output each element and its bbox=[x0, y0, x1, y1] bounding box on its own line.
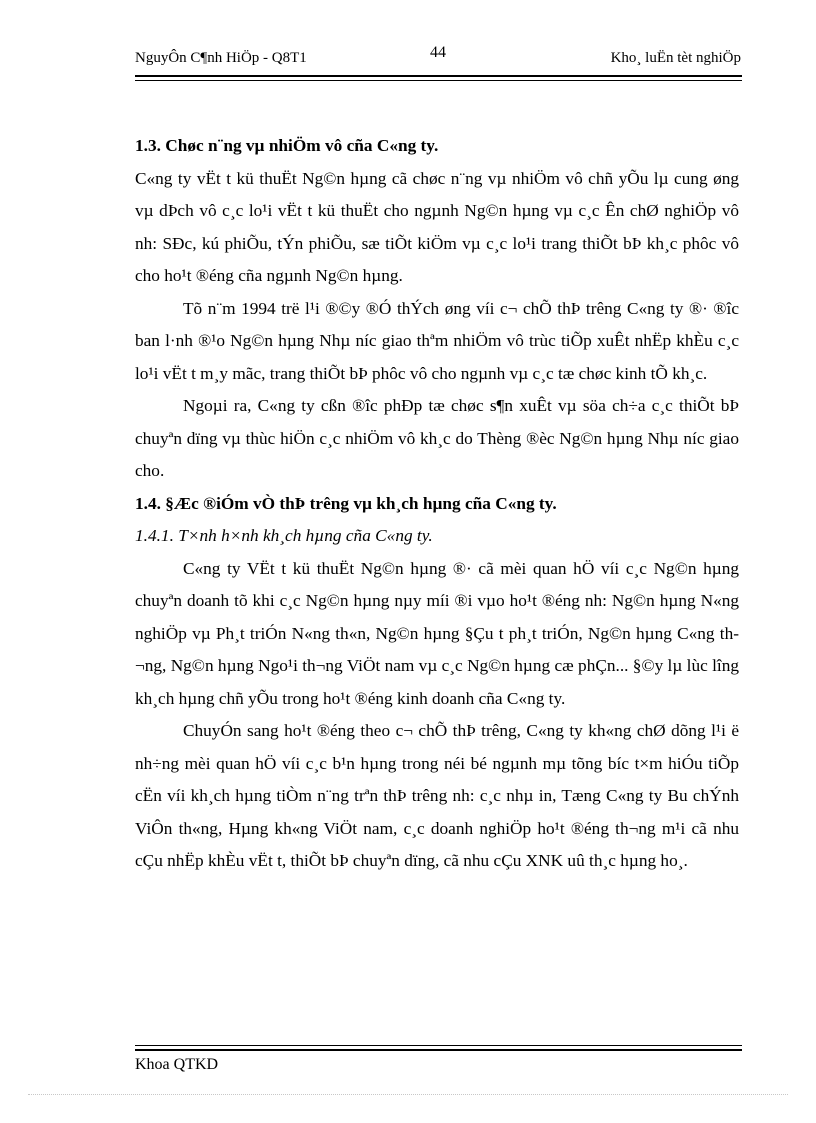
paragraph-3: Ngoµi ra, C«ng ty cßn ®îc phÐp tæ chøc s¶n xuÊt vµ söa ch÷a c¸c thiÕt bÞ chuyªn dïng vµ thùc hiÖn c¸c nhiÖm vô kh¸c do Thèng ®èc Ng©n hµng Nhµ níc giao cho. bbox=[135, 396, 739, 480]
paragraph-5: ChuyÓn sang ho¹t ®éng theo c¬ chÕ thÞ trêng, C«ng ty kh«ng chØ dõng l¹i ë nh÷ng mèi quan hÖ víi c¸c b¹n hµng trong néi bé ngµnh mµ tõng bíc t×m hiÓu tiÕp cËn víi kh¸ch hµng tiÒm n¨ng trªn thÞ trêng nh: c¸c nhµ in, Tæng C«ng ty Bu chÝnh ViÔn th«ng, Hµng kh«ng ViÖt nam, c¸c doanh nghiÖp ho¹t ®éng th¬ng m¹i cã nhu cÇu nhËp khÈu vËt t, thiÕt bÞ chuyªn dïng, cã nhu cÇu XNK uû th¸c hµng ho¸. bbox=[135, 721, 739, 870]
subsection-heading-1-4-1: 1.4.1. T×nh h×nh kh¸ch hµng cña C«ng ty. bbox=[135, 526, 433, 545]
footer-rule-thin bbox=[135, 1045, 742, 1046]
section-heading-1-3: 1.3. Chøc n¨ng vµ nhiÖm vô cña C«ng ty. bbox=[135, 136, 439, 155]
page-header bbox=[135, 44, 741, 74]
header-rule-thin bbox=[135, 80, 742, 81]
paragraph-2: Tõ n¨m 1994 trë l¹i ®©y ®Ó thÝch øng víi c¬ chÕ thÞ trêng C«ng ty ®· ®îc ban l·nh ®¹o Ng©n hµng Nhµ níc giao thªm nhiÖm vô trùc tiÕp xuÊt nhËp khÈu c¸c lo¹i vËt t m¸y mãc, trang thiÕt bÞ phôc vô cho ngµnh vµ c¸c tæ chøc kinh tÕ kh¸c. bbox=[135, 298, 739, 383]
section-heading-1-4: 1.4. §Æc ®iÓm vÒ thÞ trêng vµ kh¸ch hµng cña C«ng ty. bbox=[135, 493, 557, 513]
page-number: 44 bbox=[430, 44, 446, 61]
footer-rule-thick bbox=[135, 1049, 742, 1051]
page-content bbox=[135, 130, 739, 878]
header-author: NguyÔn C¶nh HiÖp - Q8T1 bbox=[135, 50, 307, 66]
header-title: Kho¸ luËn tèt nghiÖp bbox=[610, 50, 741, 66]
header-rule-thick bbox=[135, 75, 742, 77]
page-footer: Khoa QTKD bbox=[135, 1056, 219, 1073]
page-bottom-dotted-border bbox=[28, 1094, 788, 1095]
paragraph-4: C«ng ty VËt t kü thuËt Ng©n hµng ®· cã mèi quan hÖ víi c¸c Ng©n hµng chuyªn doanh tõ khi c¸c Ng©n hµng nµy míi ®i vµo ho¹t ®éng nh: Ng©n hµng N«ng nghiÖp vµ Ph¸t triÓn N«ng th«n, Ng©n hµng §Çu t ph¸t triÓn, Ng©n hµng C«ng th¬ng, Ng©n hµng Ngo¹i th¬ng ViÖt nam vµ c¸c Ng©n hµng cæ phÇn... §©y lµ lùc lîng kh¸ch hµng chñ yÕu trong ho¹t ®éng kinh doanh cña C«ng ty. bbox=[135, 558, 739, 708]
paragraph-1: C«ng ty vËt t kü thuËt Ng©n hµng cã chøc n¨ng vµ nhiÖm vô chñ yÕu lµ cung øng vµ dÞch vô c¸c lo¹i vËt t kü thuËt cho ngµnh Ng©n hµng vµ c¸c Ên chØ nghiÖp vô nh: SÐc, kú phiÕu, tÝn phiÕu, sæ tiÕt kiÖm vµ c¸c lo¹i trang thiÕt bÞ kh¸c phôc vô cho ho¹t ®éng cña ngµnh Ng©n hµng. bbox=[135, 168, 739, 285]
